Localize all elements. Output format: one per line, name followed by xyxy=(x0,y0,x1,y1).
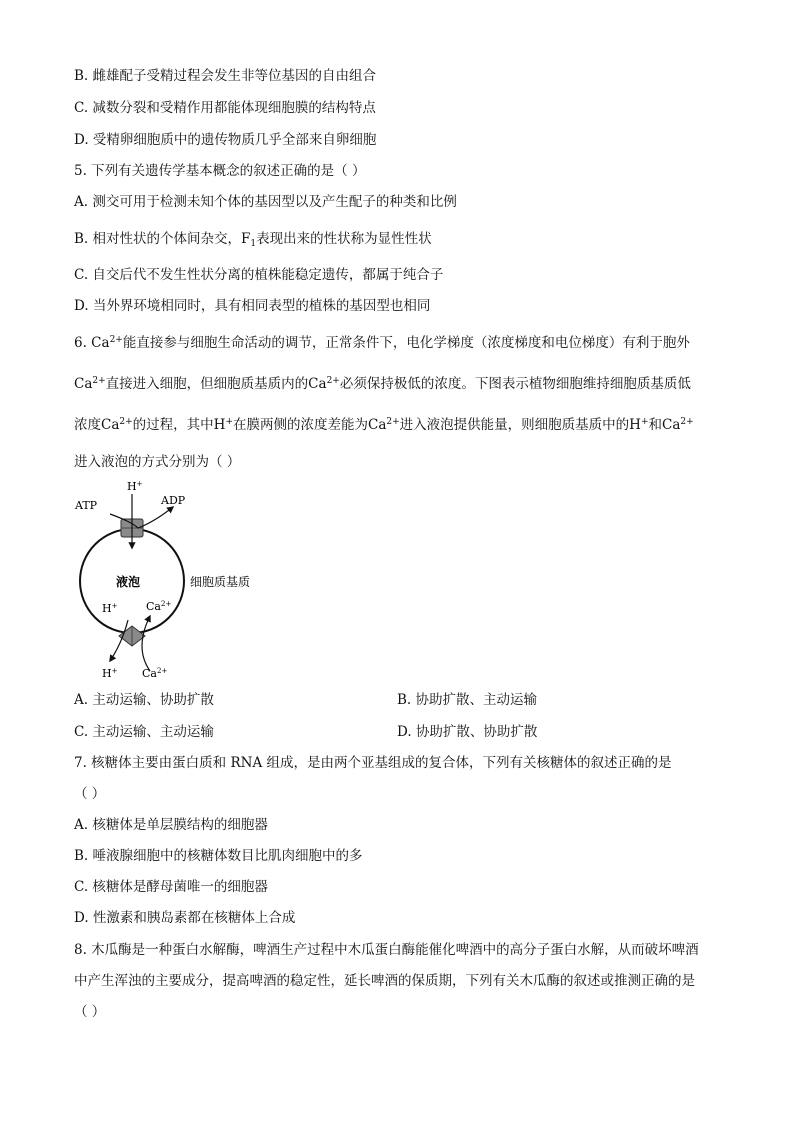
q6-option-b: B. 协助扩散、主动运输 xyxy=(397,692,538,708)
vacuole-transport-diagram xyxy=(70,478,270,683)
q8-stem-line-1: 8. 木瓜酶是一种蛋白水解酶，啤酒生产过程中木瓜蛋白酶能催化啤酒中的高分子蛋白水解，从而破坏啤酒 xyxy=(74,942,699,958)
q5-stem: 5. 下列有关遗传学基本概念的叙述正确的是（ ） xyxy=(74,163,366,179)
q5-option-b: B. 相对性状的个体间杂交，$F_1$表现出来的性状称为显性性状 xyxy=(74,231,432,249)
q6-stem-line-1: 6. $Ca^{2+}$能直接参与细胞生命活动的调节，正常条件下，电化学梯度（浓度梯度和电位梯度）有利于胞外 xyxy=(74,335,690,351)
q7-option-d: D. 性激素和胰岛素都在核糖体上合成 xyxy=(74,910,296,926)
atp-label: ATP xyxy=(75,499,98,512)
outer-h-label: H+ xyxy=(102,667,118,680)
q7-option-a: A. 核糖体是单层膜结构的细胞器 xyxy=(74,817,268,833)
vacuole-label: 液泡 xyxy=(116,575,141,589)
q7-answer-paren: （ ） xyxy=(74,786,106,802)
q5-option-d: D. 当外界环境相同时，具有相同表型的植株的基因型也相同 xyxy=(74,298,431,314)
q5-option-c: C. 自交后代不发生性状分离的植株能稳定遗传，都属于纯合子 xyxy=(74,267,444,283)
q6-option-d: D. 协助扩散、协助扩散 xyxy=(397,724,538,740)
inner-ca-label: $Ca^{2+}$ xyxy=(146,600,172,613)
q8-answer-paren: （ ） xyxy=(74,1004,106,1020)
q8-stem-line-2: 中产生浑浊的主要成分，提高啤酒的稳定性，延长啤酒的保质期，下列有关木瓜酶的叙述或推测正确的是 xyxy=(74,973,695,989)
q7-option-c: C. 核糖体是酵母菌唯一的细胞器 xyxy=(74,879,268,895)
q4-option-d: D. 受精卵细胞质中的遗传物质几乎全部来自卵细胞 xyxy=(74,132,377,148)
q6-option-c: C. 主动运输、主动运输 xyxy=(74,724,214,740)
q7-option-b: B. 唾液腺细胞中的核糖体数目比肌肉细胞中的多 xyxy=(74,848,363,864)
pump-h-label: H+ xyxy=(127,480,143,493)
cytosol-label: 细胞质基质 xyxy=(190,575,251,589)
q6-stem-line-3: 浓度$Ca^{2+}$的过程，其中H+在膜两侧的浓度差能为$Ca^{2+}$进入液泡提供能量，则细胞质基质中的H+和$Ca^{2+}$ xyxy=(74,417,694,433)
q6-stem-line-4: 进入液泡的方式分别为（ ） xyxy=(74,454,241,470)
outer-ca-label: $Ca^{2+}$ xyxy=(142,667,168,680)
q4-option-b: B. 雌雄配子受精过程会发生非等位基因的自由组合 xyxy=(74,68,377,84)
q5-option-a: A. 测交可用于检测未知个体的基因型以及产生配子的种类和比例 xyxy=(74,194,457,210)
q7-stem: 7. 核糖体主要由蛋白质和 RNA 组成，是由两个亚基组成的复合体，下列有关核糖体的叙述正确的是 xyxy=(74,755,672,771)
ca-influx-arrow xyxy=(142,616,150,671)
inner-h-label: H+ xyxy=(102,602,118,615)
adp-label: ADP xyxy=(161,494,186,507)
q6-option-a: A. 主动运输、协助扩散 xyxy=(74,692,214,708)
q4-option-c: C. 减数分裂和受精作用都能体现细胞膜的结构特点 xyxy=(74,100,376,116)
q6-stem-line-2: $Ca^{2+}$直接进入细胞，但细胞质基质内的$Ca^{2+}$必须保持极低的浓度。下图表示植物细胞维持细胞质基质低 xyxy=(74,376,691,392)
